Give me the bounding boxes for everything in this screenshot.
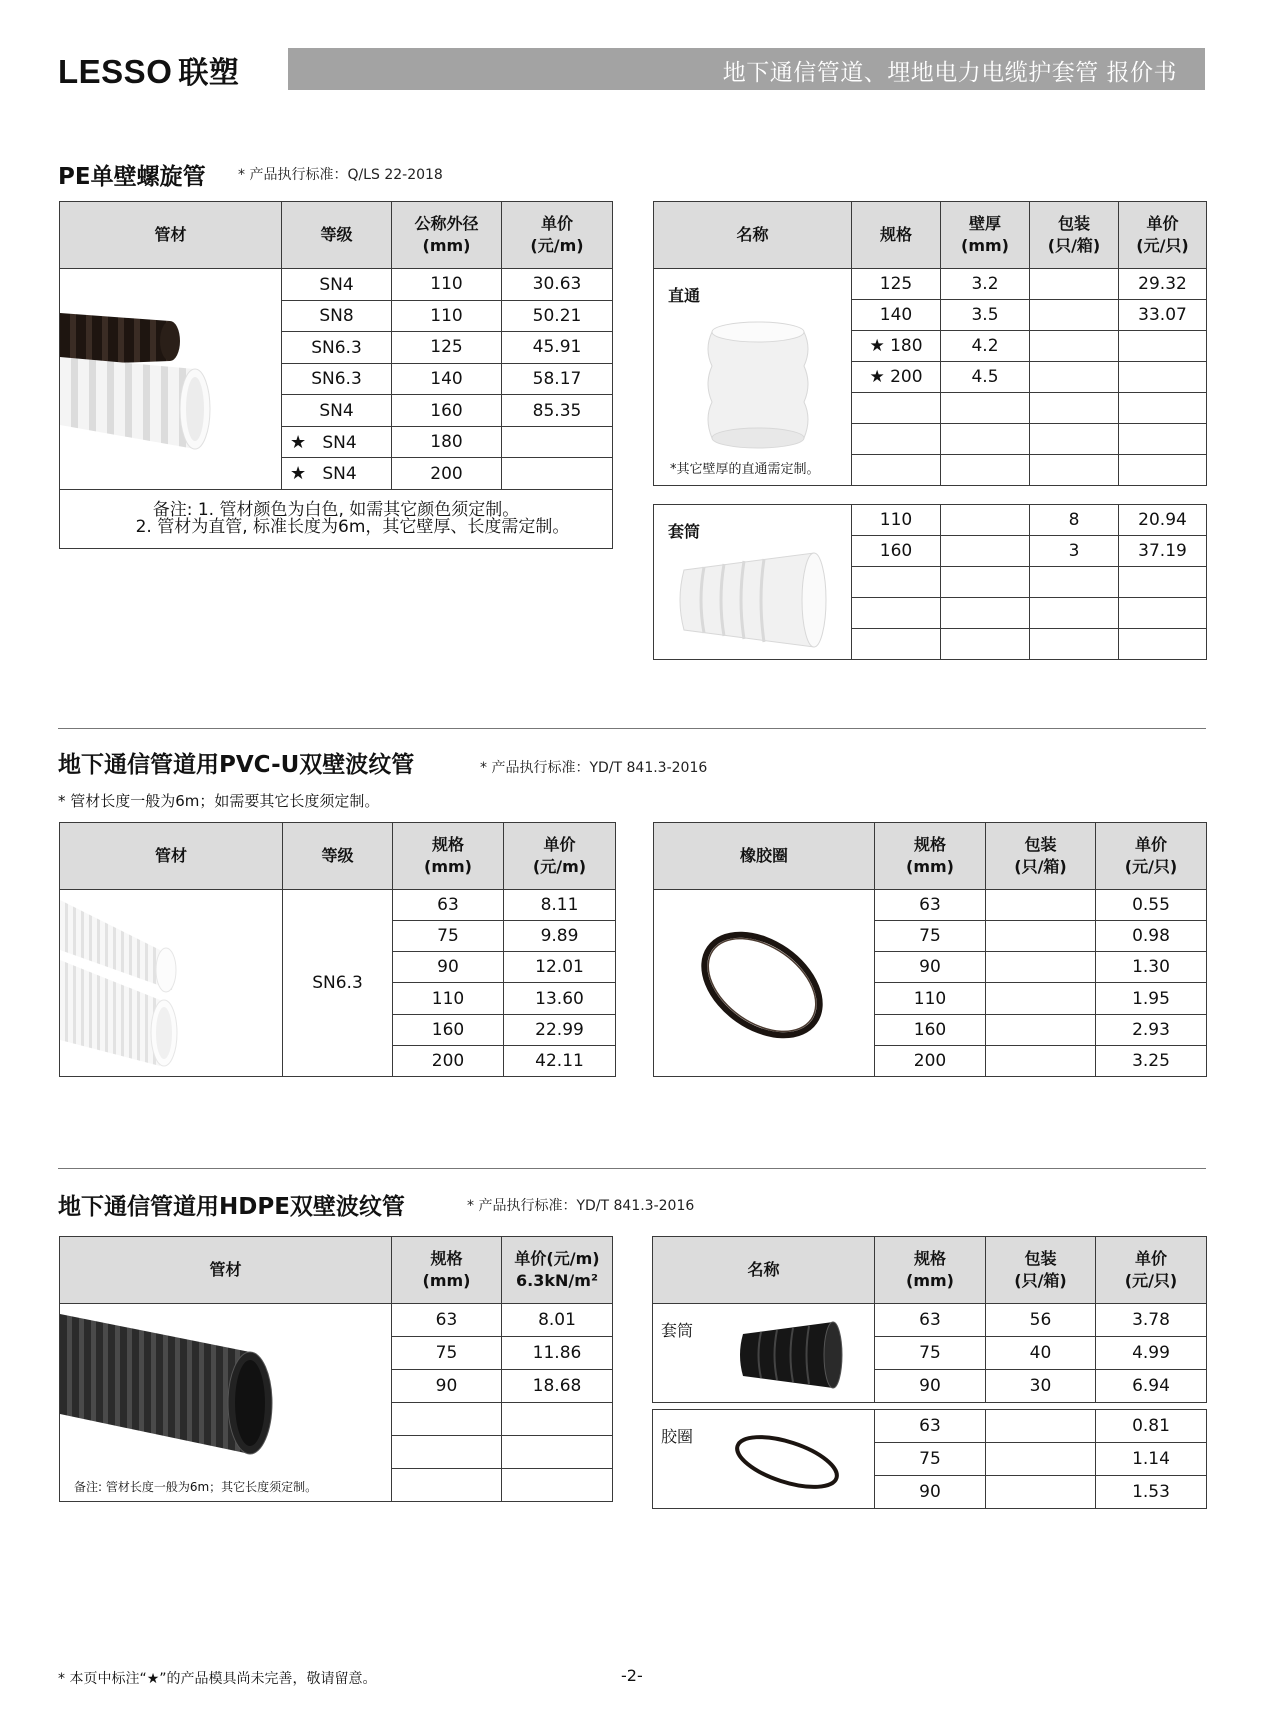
note-line: 备注: 1. 管材颜色为白色, 如需其它颜色须定制。 [152,500,520,520]
pack-cell [986,952,1096,983]
grade-cell: SN4 [282,395,392,427]
price-cell: 0.55 [1096,890,1207,921]
spec-cell [852,455,941,486]
pe-pipe-table [59,201,613,549]
spec-cell [392,1469,502,1502]
col-header-diameter: 公称外径 (mm) [392,202,502,269]
col-header-price: 单价(元/m) 6.3kN/m² [502,1237,613,1304]
grade-cell: SN4 [282,269,392,301]
hdpe-ring-table [652,1409,1207,1509]
grade-cell: ★ SN4 [282,458,392,490]
straight-coupling-note: *其它壁厚的直通需定制。 [670,462,820,477]
price-cell: 30.63 [502,269,613,301]
price-cell [502,458,613,490]
col-header-spec: 规格 (mm) [875,823,986,890]
col-header-price: 单价 (元/只) [1096,1237,1207,1304]
col-header-price: 单价 (元/m) [502,202,613,269]
spec-cell [852,393,941,424]
pack-cell [1030,629,1119,660]
col-header-pack: 包装 (只/箱) [1030,202,1119,269]
header-bar [288,48,1205,90]
spec-cell: 63 [875,1304,986,1337]
pack-cell [1030,300,1119,331]
spec-cell: 140 [852,300,941,331]
spec-cell: 63 [875,890,986,921]
col-header-name: 名称 [654,202,852,269]
price-cell: 58.17 [502,363,613,395]
spec-cell: 75 [875,921,986,952]
price-cell: 33.07 [1119,300,1207,331]
price-cell [1119,598,1207,629]
spec-cell: 90 [875,1370,986,1403]
pe-spiral-pipe-image [60,269,280,489]
logo-en: LESSO [58,53,173,90]
wall-cell: 4.5 [941,362,1030,393]
spec-cell: 90 [392,1370,502,1403]
pack-cell [986,1014,1096,1045]
spec-cell [852,629,941,660]
pack-cell [986,983,1096,1014]
price-cell: 9.89 [504,921,616,952]
spec-cell: 110 [875,983,986,1014]
diameter-cell: 125 [392,332,502,364]
col-header-grade: 等级 [283,823,393,890]
hdpe-double-wall-pipe-image [60,1304,390,1464]
section2-standard: * 产品执行标准：YD/T 841.3-2016 [480,760,708,776]
price-cell [502,426,613,458]
spec-cell: 90 [875,1476,986,1509]
hdpe-ring-cell [653,1410,875,1509]
rubber-ring-image-cell [654,890,875,1077]
col-header-name: 名称 [653,1237,875,1304]
spec-cell: 125 [852,269,941,300]
section2-note: * 管材长度一般为6m；如需要其它长度须定制。 [58,792,380,810]
brand-logo [58,48,239,92]
price-cell [1119,424,1207,455]
hdpe-sleeve-image [733,1312,853,1396]
hdpe-sleeve-cell [653,1304,875,1403]
straight-coupling-label: 直通 [668,286,701,305]
note-line: 2. 管材为直管, 标准长度为6m，其它壁厚、长度需定制。 [135,517,570,537]
diameter-cell: 160 [392,395,502,427]
col-header-spec: 规格 [852,202,941,269]
price-cell: 12.01 [504,952,616,983]
col-header-ring: 橡胶圈 [654,823,875,890]
col-header-grade: 等级 [282,202,392,269]
col-header-price: 单价 (元/m) [504,823,616,890]
spec-cell: 160 [852,536,941,567]
price-cell: 37.19 [1119,536,1207,567]
pack-cell [986,1476,1096,1509]
price-cell: 8.11 [504,890,616,921]
diameter-cell: 200 [392,458,502,490]
price-cell: 1.14 [1096,1443,1207,1476]
price-cell: 4.99 [1096,1337,1207,1370]
col-header-spec: 规格 (mm) [875,1237,986,1304]
pack-cell [1030,362,1119,393]
pack-cell [986,1410,1096,1443]
pack-cell: 40 [986,1337,1096,1370]
hdpe-pipe-note: 备注: 管材长度一般为6m；其它长度须定制。 [74,1480,318,1494]
price-cell: 1.30 [1096,952,1207,983]
price-cell: 3.25 [1096,1045,1207,1076]
spec-cell [852,567,941,598]
price-cell: 29.32 [1119,269,1207,300]
hdpe-ring-image [731,1424,843,1500]
pe-pipe-image-cell [60,269,282,490]
pack-cell: 3 [1030,536,1119,567]
pack-cell [986,921,1096,952]
pack-cell [1030,393,1119,424]
diameter-cell: 180 [392,426,502,458]
price-cell [1119,629,1207,660]
diameter-cell: 140 [392,363,502,395]
spec-cell: 75 [393,921,504,952]
spec-cell: 90 [393,952,504,983]
rubber-ring-table [653,822,1207,1077]
spec-cell: 75 [875,1337,986,1370]
wall-cell [941,629,1030,660]
price-cell: 22.99 [504,1014,616,1045]
pvc-pipe-table [59,822,616,1077]
hdpe-ring-label: 胶圈 [661,1427,694,1446]
price-cell: 1.53 [1096,1476,1207,1509]
spec-cell: 200 [875,1045,986,1076]
price-cell: 18.68 [502,1370,613,1403]
col-header-pipe: 管材 [60,1237,392,1304]
rubber-ring-image [654,890,874,1076]
pack-cell [1030,567,1119,598]
col-header-pack: 包装 (只/箱) [986,823,1096,890]
grade-cell: SN6.3 [282,332,392,364]
section1-standard: * 产品执行标准：Q/LS 22-2018 [238,167,443,183]
straight-coupling-image [694,314,824,454]
spec-cell [392,1436,502,1469]
col-header-spec: 规格 (mm) [393,823,504,890]
price-cell [1119,567,1207,598]
spec-cell [852,424,941,455]
pvc-pipe-image-cell [60,890,283,1077]
logo-cn: 联塑 [178,56,240,91]
price-cell: 0.98 [1096,921,1207,952]
pvc-double-wall-pipe-image [60,890,282,1076]
spec-cell: 90 [875,952,986,983]
price-cell: 1.95 [1096,983,1207,1014]
hdpe-pipe-image-cell [60,1304,392,1502]
straight-coupling-cell [654,269,852,486]
col-header-wall: 壁厚 (mm) [941,202,1030,269]
pack-cell [986,1045,1096,1076]
price-cell: 3.78 [1096,1304,1207,1337]
wall-cell [941,393,1030,424]
section-divider [58,728,1206,729]
section2-title: 地下通信管道用PVC-U双壁波纹管 [58,752,415,778]
price-cell: 42.11 [504,1045,616,1076]
col-header-pipe: 管材 [60,202,282,269]
pe-sleeve-table [653,504,1207,660]
pe-pipe-note [60,490,613,549]
section-divider [58,1168,1206,1169]
sleeve-cell [654,505,852,660]
spec-cell [852,598,941,629]
pack-cell [986,1443,1096,1476]
page-number: -2- [621,1666,643,1685]
price-cell: 6.94 [1096,1370,1207,1403]
diameter-cell: 110 [392,269,502,301]
price-cell: 20.94 [1119,505,1207,536]
price-cell: 11.86 [502,1337,613,1370]
wall-cell [941,424,1030,455]
wall-cell [941,567,1030,598]
diameter-cell: 110 [392,300,502,332]
wall-cell: 3.5 [941,300,1030,331]
spec-cell: 63 [392,1304,502,1337]
sleeve-image [674,545,839,655]
pack-cell [1030,269,1119,300]
col-header-pack: 包装 (只/箱) [986,1237,1096,1304]
pack-cell [986,890,1096,921]
price-cell: 50.21 [502,300,613,332]
grade-cell: SN6.3 [283,890,393,1077]
price-cell [502,1436,613,1469]
pack-cell: 56 [986,1304,1096,1337]
spec-cell: 75 [875,1443,986,1476]
price-cell: 0.81 [1096,1410,1207,1443]
wall-cell: 4.2 [941,331,1030,362]
spec-cell: 75 [392,1337,502,1370]
wall-cell [941,598,1030,629]
col-header-price: 单价 (元/只) [1119,202,1207,269]
grade-cell: SN6.3 [282,363,392,395]
pack-cell [1030,455,1119,486]
grade-cell: SN8 [282,300,392,332]
price-cell: 45.91 [502,332,613,364]
pack-cell: 30 [986,1370,1096,1403]
hdpe-fitting-table [652,1236,1207,1403]
pe-fitting-table [653,201,1207,486]
spec-cell: 160 [393,1014,504,1045]
wall-cell: 3.2 [941,269,1030,300]
price-cell [502,1469,613,1502]
price-cell: 2.93 [1096,1014,1207,1045]
pack-cell [1030,424,1119,455]
pack-cell [1030,331,1119,362]
spec-cell: 63 [875,1410,986,1443]
price-cell [1119,331,1207,362]
grade-cell: ★ SN4 [282,426,392,458]
pack-cell: 8 [1030,505,1119,536]
pack-cell [1030,598,1119,629]
col-header-spec: 规格 (mm) [392,1237,502,1304]
price-cell: 13.60 [504,983,616,1014]
price-cell [1119,362,1207,393]
section3-title: 地下通信管道用HDPE双壁波纹管 [58,1194,405,1220]
spec-cell: 110 [393,983,504,1014]
spec-cell: 200 [393,1045,504,1076]
spec-cell: 63 [393,890,504,921]
price-cell [1119,393,1207,424]
spec-cell: 160 [875,1014,986,1045]
spec-cell: 110 [852,505,941,536]
document-title: 地下通信管道、埋地电力电缆护套管 报价书 [722,60,1177,86]
price-cell: 8.01 [502,1304,613,1337]
col-header-price: 单价 (元/只) [1096,823,1207,890]
spec-cell [392,1403,502,1436]
wall-cell [941,455,1030,486]
wall-cell [941,505,1030,536]
price-cell [502,1403,613,1436]
price-cell [1119,455,1207,486]
section1-title: PE单壁螺旋管 [58,164,206,190]
spec-cell: ★ 200 [852,362,941,393]
hdpe-sleeve-label: 套筒 [661,1321,694,1340]
price-cell: 85.35 [502,395,613,427]
footer-note: * 本页中标注“★”的产品模具尚未完善，敬请留意。 [58,1671,377,1687]
hdpe-pipe-table [59,1236,613,1502]
wall-cell [941,536,1030,567]
spec-cell: ★ 180 [852,331,941,362]
section3-standard: * 产品执行标准：YD/T 841.3-2016 [467,1198,695,1214]
sleeve-label: 套筒 [668,522,701,541]
col-header-pipe: 管材 [60,823,283,890]
